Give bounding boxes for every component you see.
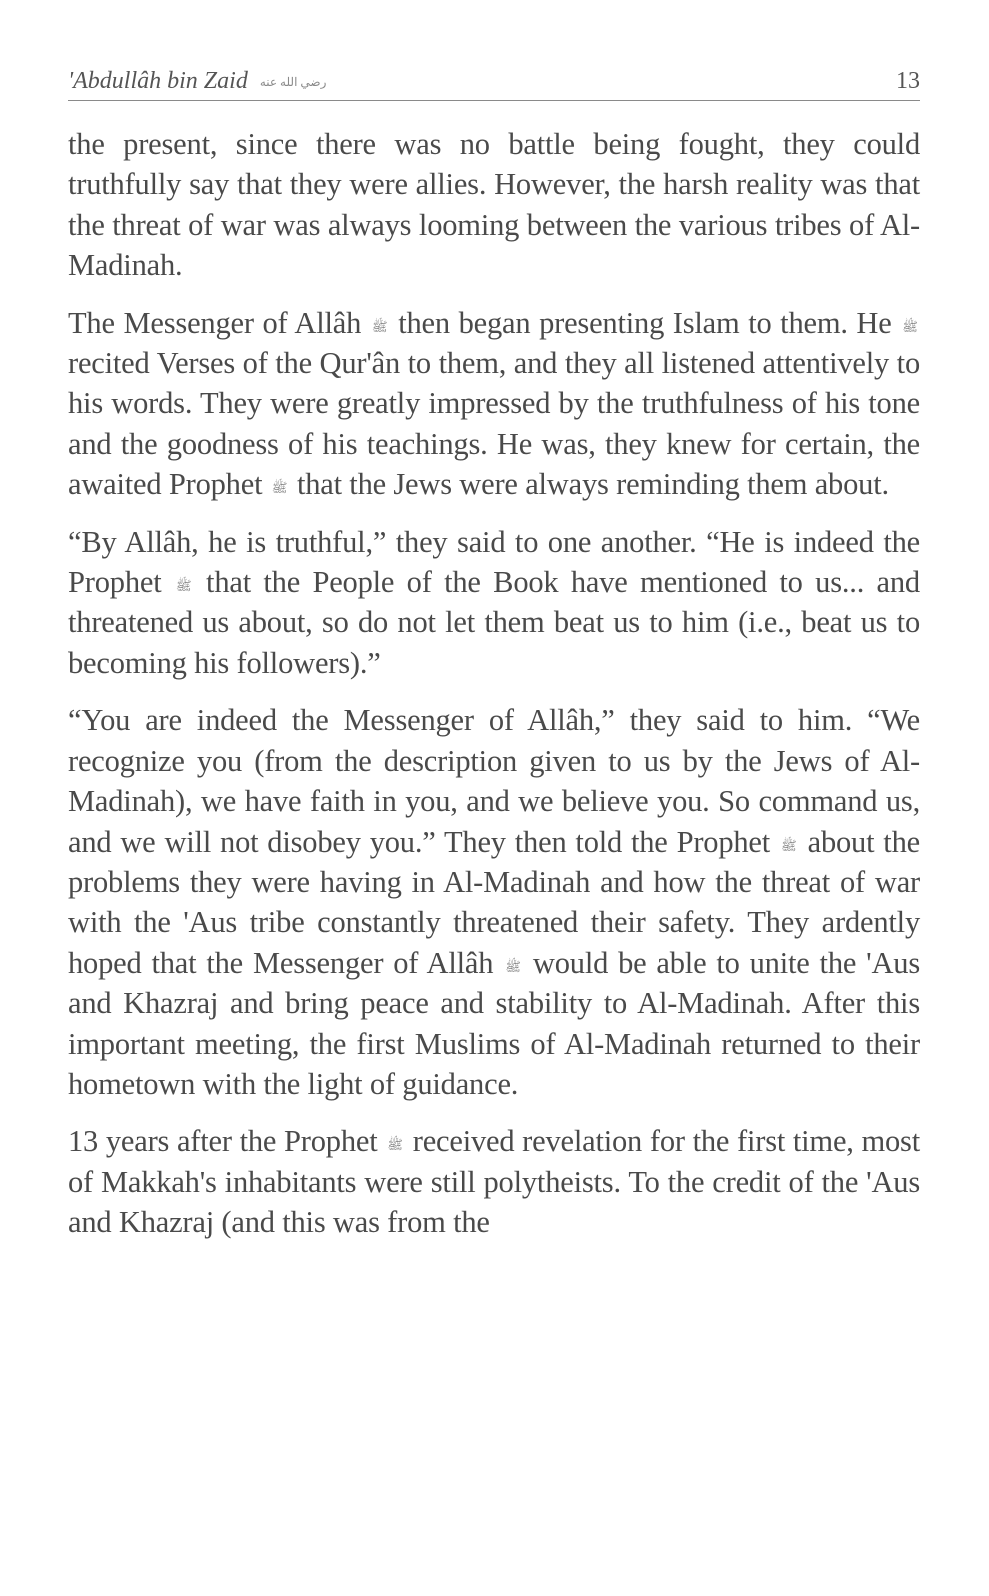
paragraph-text: then began presenting Islam to them. He	[398, 305, 892, 340]
paragraph-3	[68, 522, 920, 684]
salawat-icon: ﷺ	[271, 480, 288, 496]
paragraph-text: about the problems they were having in Al-Madinah and how the threat of war with the 'Aus tribe constantly threatened their safety. They ardently hoped that the Messenger of Allâh	[68, 824, 920, 980]
paragraph-1	[68, 124, 920, 286]
paragraph-2	[68, 303, 920, 505]
salawat-icon: ﷺ	[387, 1137, 403, 1153]
paragraph-text: that the People of the Book have mentioned to us... and threatened us about, so do not let them beat us to him (i.e., beat us to becoming his followers).”	[68, 565, 920, 680]
honorific-icon: رضي الله عنه	[259, 75, 327, 89]
running-head-title	[68, 68, 326, 95]
salawat-icon: ﷺ	[902, 318, 918, 334]
paragraph-text: recited Verses of the Qur'ân to them, and they all listened attentively to his words. They were greatly impressed by the truthfulness of his tone and the goodness of his teachings. He was, they knew for certain, the awaited Prophet	[68, 346, 920, 502]
paragraph-text: The Messenger of Allâh	[68, 305, 362, 340]
paragraph-text: the present, since there was no battle being fought, they could truthfully say that they were allies. However, the harsh reality was that the threat of war was always looming between the various tribes of Al-Madinah.	[68, 127, 920, 283]
paragraph-text: would be able to unite the 'Aus and Khazraj and bring peace and stability to Al-Madinah. After this important meeting, the first Muslims of Al-Madinah returned to their hometown with the light of guidance.	[68, 945, 920, 1101]
paragraph-4	[68, 700, 920, 1104]
salawat-icon: ﷺ	[505, 958, 521, 974]
paragraph-text: that the Jews were always reminding them about.	[296, 467, 889, 502]
body-text	[68, 124, 920, 1260]
paragraph-text: 13 years after the Prophet	[68, 1124, 378, 1159]
salawat-icon: ﷺ	[780, 837, 797, 853]
paragraph-5	[68, 1121, 920, 1242]
paragraph-text: received revelation for the first time, most of Makkah's inhabitants were still polytheists. To the credit of the 'Aus and Khazraj (and this was from the	[68, 1124, 920, 1240]
salawat-icon: ﷺ	[175, 578, 192, 594]
running-head	[68, 66, 920, 101]
paragraph-text: “By Allâh, he is truthful,” they said to one another. “He is indeed the Prophet	[68, 524, 920, 600]
salawat-icon: ﷺ	[371, 318, 388, 334]
page-number: 13	[896, 68, 920, 94]
paragraph-text: “You are indeed the Messenger of Allâh,” they said to him. “We recognize you (from the description given to us by the Jews of Al-Madinah), we have faith in you, and we believe you. So command us, and we will not disobey you.” They then told the Prophet	[68, 703, 920, 859]
chapter-title: 'Abdullâh bin Zaid	[68, 68, 248, 94]
